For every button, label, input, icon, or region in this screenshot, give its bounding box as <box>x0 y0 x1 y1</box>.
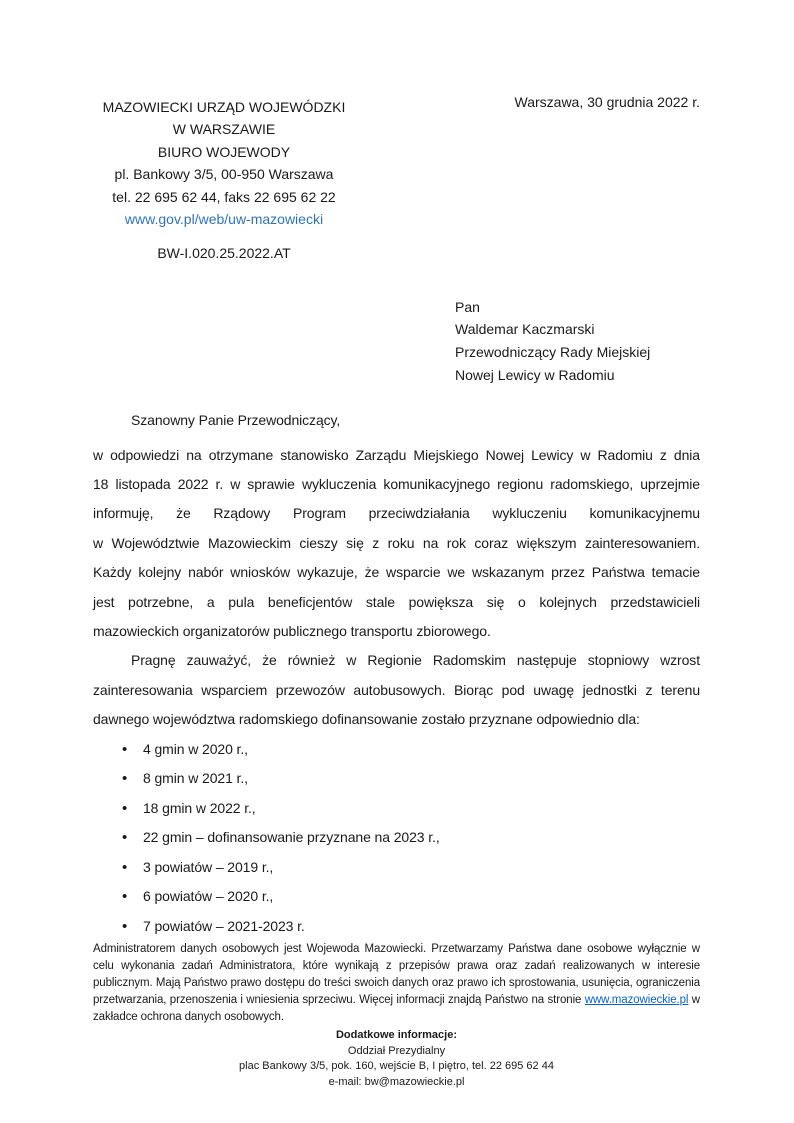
addressee-line: Przewodniczący Rady Miejskiej <box>455 344 651 361</box>
addressee-line: Pan <box>455 298 480 315</box>
privacy-text-before: Administratorem danych osobowych jest Wojewoda Mazowiecki. Przetwarzamy Państwa dane osobowe wyłącznie w celu wykonania zadań Administratora, które wynikają z przepisów prawa oraz zadań realizowanych w interesie publicznym. Mają Państwo prawo dostępu do treści swoich danych oraz prawo ich sprostowania, usunięcia, ograniczenia przetwarzania, przenoszenia i wniesienia sprzeciwu. Więcej informacji znajdą Państwo na stronie <box>93 943 700 1007</box>
letterhead-sender <box>93 96 355 230</box>
body-line: Każdy kolejny nabór wniosków wykazuje, że wsparcie we wskazanym przez Państwa temacie <box>93 564 700 581</box>
grant-bullet-list <box>93 735 700 942</box>
bullet-item: • 3 powiatów – 2019 r., <box>93 853 700 883</box>
body-line: zainteresowania wsparciem przewozów autobusowych. Biorąc pod uwagę jednostki z terenu <box>93 681 700 698</box>
body-paragraph-1 <box>93 441 700 647</box>
body-line: jest potrzebne, a pula beneficjentów stale powiększa się o kolejnych przedstawicieli <box>93 593 700 610</box>
additional-info-line: e-mail: bw@mazowieckie.pl <box>328 1075 465 1088</box>
body-line: Pragnę zauważyć, że również w Regionie Radomskim następuje stopniowy wzrost <box>131 652 700 669</box>
salutation: Szanowny Panie Przewodniczący, <box>131 412 341 429</box>
sender-line: W WARSZAWIE <box>172 121 276 138</box>
sender-line: tel. 22 695 62 44, faks 22 695 62 22 <box>112 188 336 205</box>
bullet-item: • 8 gmin w 2021 r., <box>93 764 700 794</box>
body-line: w Województwie Mazowieckim cieszy się z roku na rok coraz większym zainteresowaniem. <box>93 534 700 551</box>
date-line: Warszawa, 30 grudnia 2022 r. <box>514 94 700 110</box>
addressee-line: Nowej Lewicy w Radomiu <box>455 366 615 383</box>
body-line: informuję, że Rządowy Program przeciwdziałania wykluczeniu komunikacyjnemu <box>93 505 700 522</box>
sender-line: MAZOWIECKI URZĄD WOJEWÓDZKI <box>102 99 346 115</box>
bullet-item: • 18 gmin w 2022 r., <box>93 794 700 824</box>
bullet-item: • 4 gmin w 2020 r., <box>93 735 700 765</box>
additional-info-heading: Dodatkowe informacje: <box>335 1029 458 1042</box>
reference-number: BW-I.020.25.2022.AT <box>157 245 291 262</box>
privacy-link[interactable]: www.mazowieckie.pl <box>584 994 689 1007</box>
body-line: w odpowiedzi na otrzymane stanowisko Zarządu Miejskiego Nowej Lewicy w Radomiu z dnia <box>93 446 700 463</box>
sender-website-link[interactable]: www.gov.pl/web/uw-mazowiecki <box>124 211 324 228</box>
privacy-text-after: w zakładce ochrona danych osobowych. <box>93 994 700 1024</box>
privacy-notice <box>93 941 700 1026</box>
sender-line: BIURO WOJEWODY <box>157 143 291 160</box>
additional-info <box>93 1028 700 1090</box>
additional-info-lines <box>93 1044 700 1091</box>
body-line: dawnego województwa radomskiego dofinansowanie zostało przyznane odpowiednio dla: <box>93 711 640 728</box>
bullet-item: • 22 gmin – dofinansowanie przyznane na 2023 r., <box>93 823 700 853</box>
body-paragraph-2 <box>93 646 700 734</box>
letter-content <box>0 96 794 1090</box>
additional-info-line: Oddział Prezydialny <box>347 1044 446 1057</box>
body-line: mazowieckich organizatorów publicznego transportu zbiorowego. <box>93 623 491 640</box>
bullet-item: • 7 powiatów – 2021-2023 r. <box>93 912 700 942</box>
sender-line: pl. Bankowy 3/5, 00-950 Warszawa <box>114 166 334 183</box>
addressee-block <box>455 296 700 386</box>
bullet-item: • 6 powiatów – 2020 r., <box>93 882 700 912</box>
body-line: 18 listopada 2022 r. w sprawie wykluczenia komunikacyjnego regionu radomskiego, uprzejmie <box>93 476 700 493</box>
sender-lines <box>93 96 355 208</box>
additional-info-line: plac Bankowy 3/5, pok. 160, wejście B, I piętro, tel. 22 695 62 44 <box>239 1060 554 1073</box>
addressee-line: Waldemar Kaczmarski <box>455 321 595 338</box>
